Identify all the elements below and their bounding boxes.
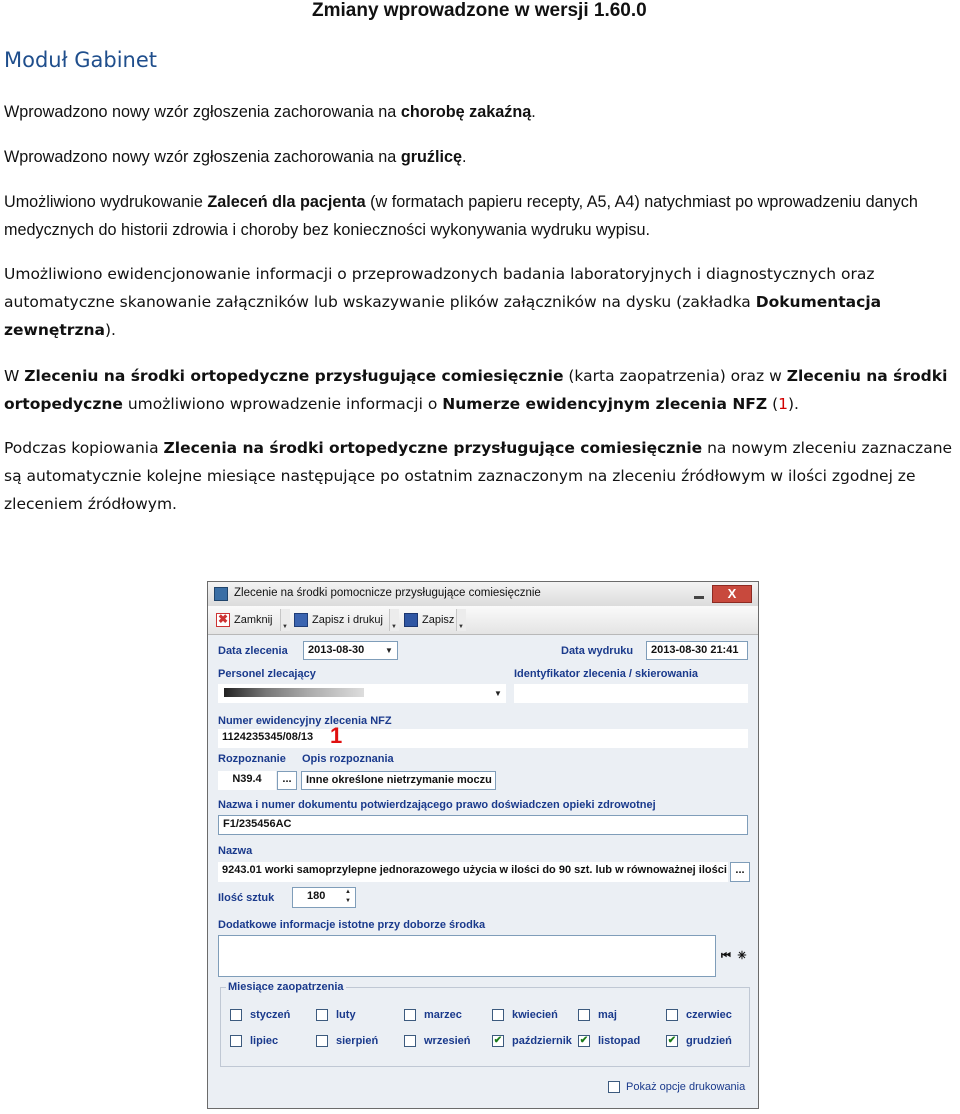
diagnosis-lookup-button[interactable]: ... xyxy=(277,771,297,790)
month-label: październik xyxy=(512,1035,572,1047)
month-checkbox[interactable] xyxy=(492,1009,558,1021)
save-label: Zapisz xyxy=(422,614,455,626)
spinner-arrows-icon[interactable]: ▲ ▼ xyxy=(345,889,351,904)
first-record-icon[interactable]: ⏮ xyxy=(721,950,731,962)
paragraph-infectious-disease: Wprowadzono nowy wzór zgłoszenia zachorowania na chorobę zakaźną. xyxy=(4,103,536,121)
annotation-marker-1: 1 xyxy=(330,723,343,748)
checkbox[interactable] xyxy=(492,1009,504,1021)
paragraph-patient-recommendations: Umożliwiono wydrukowanie Zaleceń dla pacjenta (w formatach papieru recepty, A5, A4) natychmiast po wprowadzeniu danych medycznych do historii zdrowia i choroby bez konieczności wykonywania wydruku wypisu. xyxy=(4,193,918,239)
save-dropdown-arrow[interactable] xyxy=(456,609,466,631)
months-group xyxy=(220,987,750,1067)
name-label: Nazwa xyxy=(218,845,253,857)
checkbox[interactable] xyxy=(230,1035,242,1047)
diagnosis-description-label: Opis rozpoznania xyxy=(302,753,394,765)
order-form xyxy=(208,635,758,1108)
print-options-checkbox[interactable] xyxy=(608,1081,745,1093)
order-date-label: Data zlecenia xyxy=(218,645,288,657)
save-print-icon xyxy=(294,613,308,627)
checkbox[interactable] xyxy=(404,1035,416,1047)
month-checkbox[interactable] xyxy=(578,1009,617,1021)
toolbar xyxy=(208,606,758,635)
save-button[interactable] xyxy=(404,610,454,630)
checkbox[interactable] xyxy=(578,1009,590,1021)
quantity-label: Ilość sztuk xyxy=(218,892,275,904)
quantity-stepper[interactable]: 180 ▲ ▼ xyxy=(292,887,356,908)
month-checkbox[interactable] xyxy=(578,1035,640,1047)
checkbox[interactable] xyxy=(608,1081,620,1093)
month-label: kwiecień xyxy=(512,1009,558,1021)
month-label: listopad xyxy=(598,1035,641,1047)
checked-checkbox[interactable]: ✔ xyxy=(579,1035,589,1046)
name-field[interactable]: 9243.01 worki samoprzylepne jednorazowego użycia w ilości do 90 szt. lub w równoważnej ilości xyxy=(218,862,728,882)
window-title: Zlecenie na środki pomocnicze przysługujące comiesięcznie xyxy=(234,587,541,599)
redacted-name xyxy=(224,688,364,697)
month-label: czerwiec xyxy=(686,1009,732,1021)
month-label: maj xyxy=(598,1009,617,1021)
month-label: luty xyxy=(336,1009,356,1021)
module-heading: Moduł Gabinet xyxy=(4,48,158,72)
extra-info-label: Dodatkowe informacje istotne przy doborze środka xyxy=(218,919,486,931)
red-x-icon: ✖ xyxy=(217,612,229,626)
checkbox[interactable] xyxy=(666,1009,678,1021)
save-print-dropdown-arrow[interactable] xyxy=(389,609,399,631)
close-toolbar-button[interactable] xyxy=(216,610,273,630)
app-icon xyxy=(214,587,228,601)
new-record-icon[interactable]: ✳ xyxy=(737,950,747,962)
diagnosis-label: Rozpoznanie xyxy=(218,753,286,765)
save-print-label: Zapisz i drukuj xyxy=(312,614,383,626)
nfz-number-label: Numer ewidencyjny zlecenia NFZ xyxy=(218,715,392,727)
name-lookup-button[interactable]: ... xyxy=(730,862,750,882)
checkbox[interactable] xyxy=(316,1009,328,1021)
month-checkbox[interactable] xyxy=(666,1009,732,1021)
save-print-button[interactable] xyxy=(294,610,383,630)
month-checkbox[interactable] xyxy=(492,1035,572,1047)
staff-label: Personel zlecający xyxy=(218,668,316,680)
month-label: lipiec xyxy=(250,1035,279,1047)
close-toolbar-label: Zamknij xyxy=(234,614,273,626)
month-checkbox[interactable] xyxy=(316,1009,356,1021)
paragraph-tuberculosis: Wprowadzono nowy wzór zgłoszenia zachorowania na gruźlicę. xyxy=(4,148,467,166)
document-field[interactable]: F1/235456AC xyxy=(218,815,748,835)
paragraph-external-documentation: Umożliwiono ewidencjonowanie informacji o przeprowadzonych badania laboratoryjnych i diagnostycznych oraz automatyczne skanowanie załączników lub wskazywanie plików załączników na dysku (zakładka Dokumentacja zewnętrzna). xyxy=(4,265,882,339)
month-checkbox[interactable] xyxy=(230,1009,290,1021)
extra-info-textarea[interactable] xyxy=(218,935,716,977)
month-checkbox[interactable] xyxy=(404,1009,462,1021)
month-checkbox[interactable] xyxy=(230,1035,278,1047)
print-date-label: Data wydruku xyxy=(561,645,634,657)
nfz-number-field[interactable]: 1124235345/08/13 xyxy=(218,729,748,748)
month-checkbox[interactable] xyxy=(316,1035,378,1047)
diagnosis-description-field[interactable]: Inne określone nietrzymanie moczu xyxy=(301,771,496,790)
checkbox[interactable] xyxy=(404,1009,416,1021)
chevron-down-icon: ▼ xyxy=(385,646,393,655)
checked-checkbox[interactable]: ✔ xyxy=(493,1035,503,1046)
order-id-field[interactable] xyxy=(514,684,748,703)
chevron-down-icon: ▼ xyxy=(494,689,502,698)
paragraph-copying-orders: Podczas kopiowania Zlecenia na środki ortopedyczne przysługujące comiesięcznie na nowym zleceniu zaznaczane są automatycznie kolejne miesiące następujące po ostatnim zaznaczonym na zleceniu źródłowym w ilości zgodnej ze zleceniem źródłowym. xyxy=(4,439,953,513)
checkbox[interactable] xyxy=(316,1035,328,1047)
month-label: sierpień xyxy=(336,1035,379,1047)
order-window xyxy=(207,581,759,1109)
month-label: styczeń xyxy=(250,1009,291,1021)
month-checkbox[interactable] xyxy=(404,1035,470,1047)
window-titlebar xyxy=(208,582,758,607)
month-label: marzec xyxy=(424,1009,462,1021)
floppy-disk-icon xyxy=(404,613,418,627)
close-dropdown-arrow[interactable] xyxy=(280,609,290,631)
months-group-title: Miesiące zaopatrzenia xyxy=(228,981,344,993)
checked-checkbox[interactable]: ✔ xyxy=(667,1035,677,1046)
print-options-label: Pokaż opcje drukowania xyxy=(626,1081,746,1093)
month-checkbox[interactable] xyxy=(666,1035,732,1047)
order-date-select[interactable]: 2013-08-30 ▼ xyxy=(303,641,398,660)
paragraph-nfz-number: W Zleceniu na środki ortopedyczne przysługujące comiesięcznie (karta zaopatrzenia) oraz w Zleceniu na środki ortopedyczne umożliwiono wprowadzenie informacji o Numerze ewidencyjnym zlecenia NFZ (1). xyxy=(4,367,948,413)
document-title: Zmiany wprowadzone w wersji 1.60.0 xyxy=(312,0,647,21)
close-window-button[interactable]: X xyxy=(712,585,752,603)
month-label: grudzień xyxy=(686,1035,732,1047)
order-id-label: Identyfikator zlecenia / skierowania xyxy=(514,668,699,680)
checkbox[interactable] xyxy=(230,1009,242,1021)
document-label: Nazwa i numer dokumentu potwierdzającego prawo doświadczen opieki zdrowotnej xyxy=(218,799,656,811)
month-label: wrzesień xyxy=(424,1035,471,1047)
diagnosis-code-field[interactable]: N39.4 xyxy=(218,771,276,790)
print-date-field[interactable]: 2013-08-30 21:41 xyxy=(646,641,748,660)
minimize-button[interactable] xyxy=(692,590,706,600)
staff-select[interactable] xyxy=(218,684,506,703)
